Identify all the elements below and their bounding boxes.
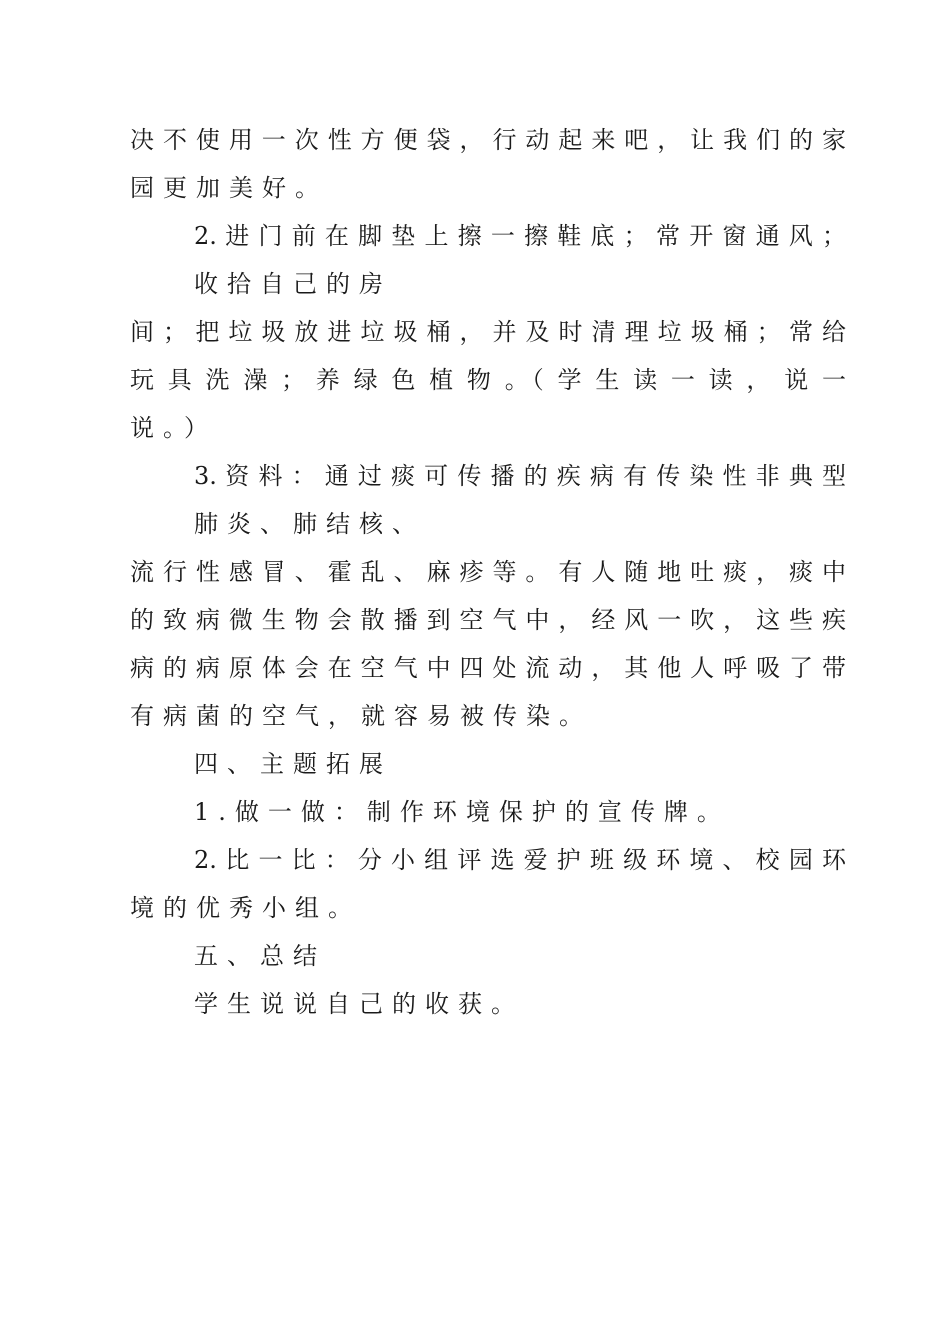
list-item-line: 肺炎、肺结核、 xyxy=(194,510,425,538)
list-item-line: 1.做一做：制作环境保护的宣传牌。 xyxy=(194,798,730,826)
paragraph-line: 决 不 使 用 一 次 性 方 便 袋 ， 行 动 起 来 吧 ， 让 我 们 的 家 xyxy=(130,126,846,154)
section-heading: 五、总结 xyxy=(194,942,326,970)
paragraph-line: 说。） xyxy=(130,414,217,442)
paragraph-line: 园更加美好。 xyxy=(130,174,328,202)
list-item-line: 2. 进 门 前 在 脚 垫 上 擦 一 擦 鞋 底 ； 常 开 窗 通 风 ； xyxy=(194,222,846,250)
section-heading: 四、主题拓展 xyxy=(194,750,392,778)
paragraph-line: 玩 具 洗 澡 ； 养 绿 色 植 物 。（ 学 生 读 一 读 ， 说 一 xyxy=(130,366,846,394)
paragraph-line: 的 致 病 微 生 物 会 散 播 到 空 气 中 ， 经 风 一 吹 ， 这 些 疾 xyxy=(130,606,846,634)
paragraph-line: 学生说说自己的收获。 xyxy=(194,990,524,1018)
paragraph-line: 流 行 性 感 冒 、 霍 乱 、 麻 疹 等 。 有 人 随 地 吐 痰 ， 痰 中 xyxy=(130,558,846,586)
paragraph-line: 间 ； 把 垃 圾 放 进 垃 圾 桶 ， 并 及 时 清 理 垃 圾 桶 ； 常 给 xyxy=(130,318,846,346)
list-item-line: 3. 资 料 ： 通 过 痰 可 传 播 的 疾 病 有 传 染 性 非 典 型 xyxy=(194,462,846,490)
paragraph-line: 有病菌的空气，就容易被传染。 xyxy=(130,702,592,730)
list-item-line: 2. 比 一 比 ： 分 小 组 评 选 爱 护 班 级 环 境 、 校 园 环 xyxy=(194,846,846,874)
paragraph-line: 境的优秀小组。 xyxy=(130,894,361,922)
list-item-line: 收拾自己的房 xyxy=(194,270,392,298)
paragraph-line: 病 的 病 原 体 会 在 空 气 中 四 处 流 动 ， 其 他 人 呼 吸 了 带 xyxy=(130,654,846,682)
